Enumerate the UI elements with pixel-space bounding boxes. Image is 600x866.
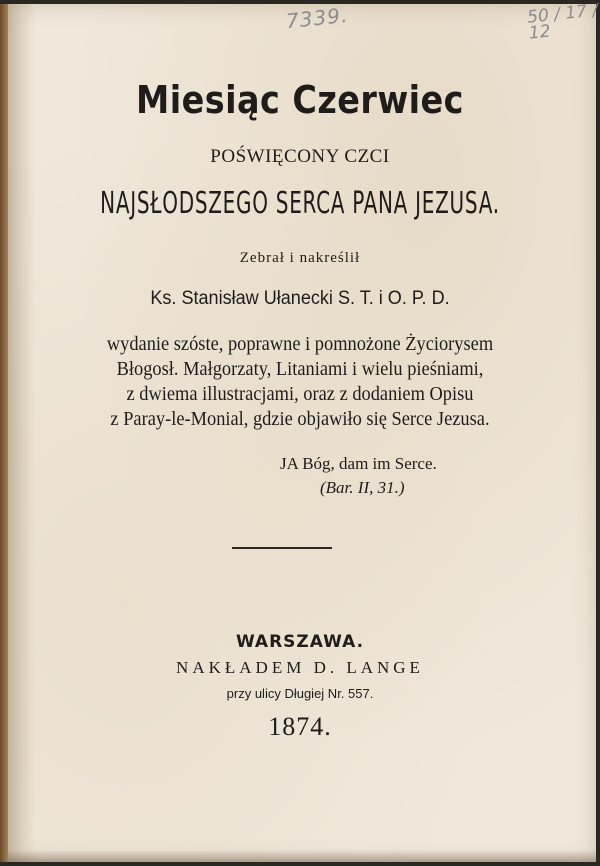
epigraph-reference: (Bar. II, 31.) xyxy=(320,478,405,497)
author-name: Ks. Stanisław Ułanecki S. T. i O. P. D. xyxy=(150,288,450,309)
pencil-shelf-mark: 50 / 17 / 12 xyxy=(526,0,599,44)
description-line: z dwiema illustracjami, oraz z dodaniem Opisu xyxy=(126,383,474,405)
subtitle-line-2: NAJSŁODSZEGO SERCA PANA JEZUSA. xyxy=(100,186,500,221)
page-edge-shadow xyxy=(8,850,596,862)
book-title: Miesiąc Czerwiec xyxy=(136,78,464,122)
edition-description xyxy=(24,332,576,432)
divider-rule xyxy=(232,547,332,549)
description-line: Błogosł. Małgorzaty, Litaniami i wielu pieśniami, xyxy=(116,358,484,380)
subtitle-line-1: POŚWIĘCONY CZCI xyxy=(210,146,390,167)
description-line: z Paray-le-Monial, gdzie objawiło się Serce Jezusa. xyxy=(110,408,490,430)
publisher-line: NAKŁADEM D. LANGE xyxy=(176,658,424,677)
publisher-address: przy ulicy Długiej Nr. 557. xyxy=(226,686,374,701)
publication-year: 1874. xyxy=(268,712,332,741)
publication-city: WARSZAWA. xyxy=(235,632,365,652)
compiled-by-label: Zebrał i nakreślił xyxy=(239,250,361,266)
description-line: wydanie szóste, poprawne i pomnożone Życiorysem xyxy=(106,333,494,355)
pencil-catalog-number: 7339. xyxy=(284,2,350,34)
epigraph-text: JA Bóg, dam im Serce. xyxy=(280,454,437,473)
